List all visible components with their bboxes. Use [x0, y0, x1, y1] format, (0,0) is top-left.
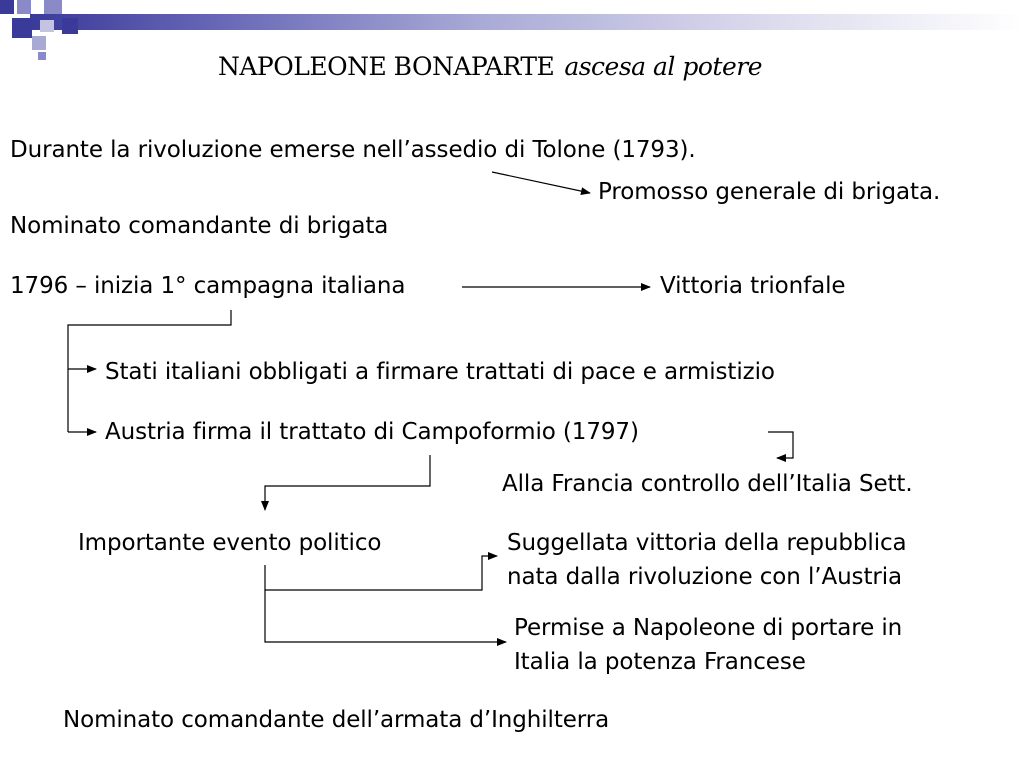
text-francia-controllo: Alla Francia controllo dell’Italia Sett.: [502, 471, 913, 497]
text-stati-italiani: Stati italiani obbligati a firmare trattati di pace e armistizio: [105, 359, 775, 385]
text-permise-2: Italia la potenza Francese: [514, 649, 806, 675]
arrow-campoformio-to-francia: [768, 432, 793, 458]
text-suggellata-1: Suggellata vittoria della repubblica: [507, 530, 907, 556]
text-campoformio: Austria firma il trattato di Campoformio (1797): [105, 419, 639, 445]
arrow-evento-to-suggellata: [265, 556, 497, 590]
text-vittoria: Vittoria trionfale: [660, 273, 846, 299]
text-comandante-brigata: Nominato comandante di brigata: [10, 213, 389, 239]
text-campagna-italiana: 1796 – inizia 1° campagna italiana: [10, 273, 406, 299]
text-armata-inghilterra: Nominato comandante dell’armata d’Inghilterra: [63, 707, 610, 733]
title-sub: ascesa al potere: [564, 52, 763, 81]
text-evento-politico: Importante evento politico: [78, 530, 382, 556]
arrow-austria-to-evento: [265, 455, 430, 510]
arrow-evento-to-permise: [265, 590, 506, 642]
text-permise-1: Permise a Napoleone di portare in: [514, 615, 903, 641]
title-main: NAPOLEONE BONAPARTE: [217, 52, 555, 81]
arrow-tolone-to-promosso: [492, 172, 590, 193]
text-tolone: Durante la rivoluzione emerse nell’assedio di Tolone (1793).: [10, 137, 696, 163]
text-promosso: Promosso generale di brigata.: [598, 179, 941, 205]
text-suggellata-2: nata dalla rivoluzione con l’Austria: [507, 564, 903, 590]
